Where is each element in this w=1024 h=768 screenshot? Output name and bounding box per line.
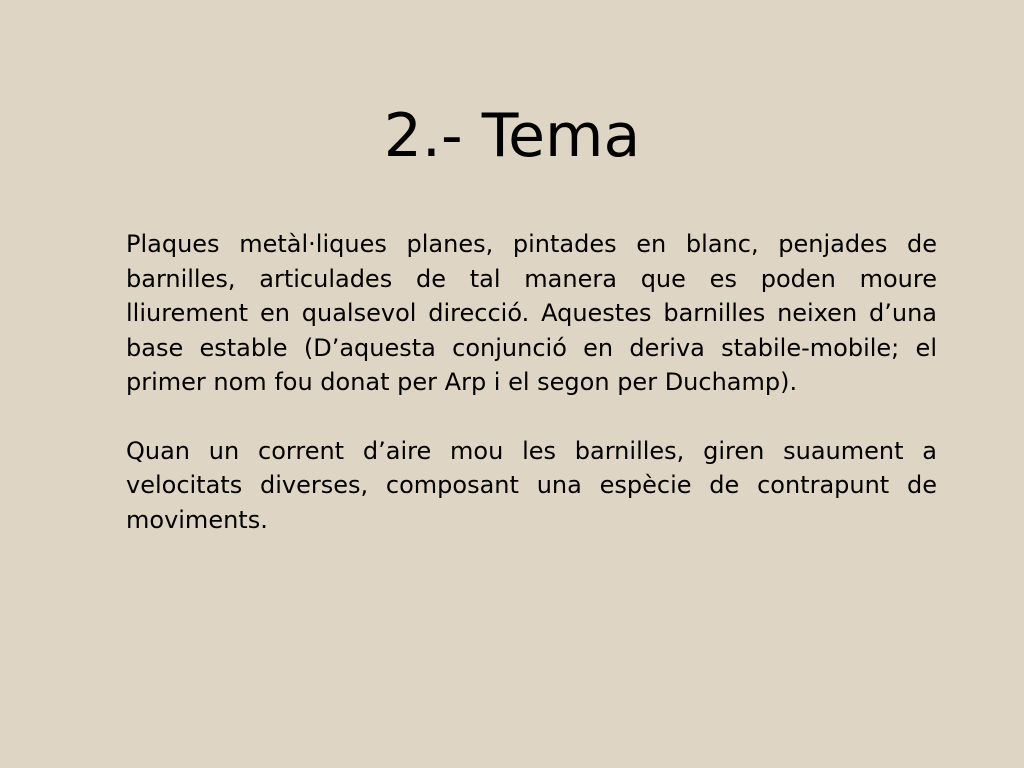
body-paragraph-1: Plaques metàl·liques planes, pintades en blanc, penjades de barnilles, articulades de tal manera que es poden moure lliurement en qualsevol direcció. Aquestes barnilles neixen d’una base estable (D’aquesta conjunció en deriva stabile-mobile; el primer nom fou donat per Arp i el segon per Duchamp). <box>126 230 937 396</box>
slide-body <box>126 227 937 571</box>
slide-title: 2.- Tema <box>383 101 641 171</box>
body-paragraph-2: Quan un corrent d’aire mou les barnilles, giren suaument a velocitats diverses, composant una espècie de contrapunt de moviments. <box>126 436 937 534</box>
